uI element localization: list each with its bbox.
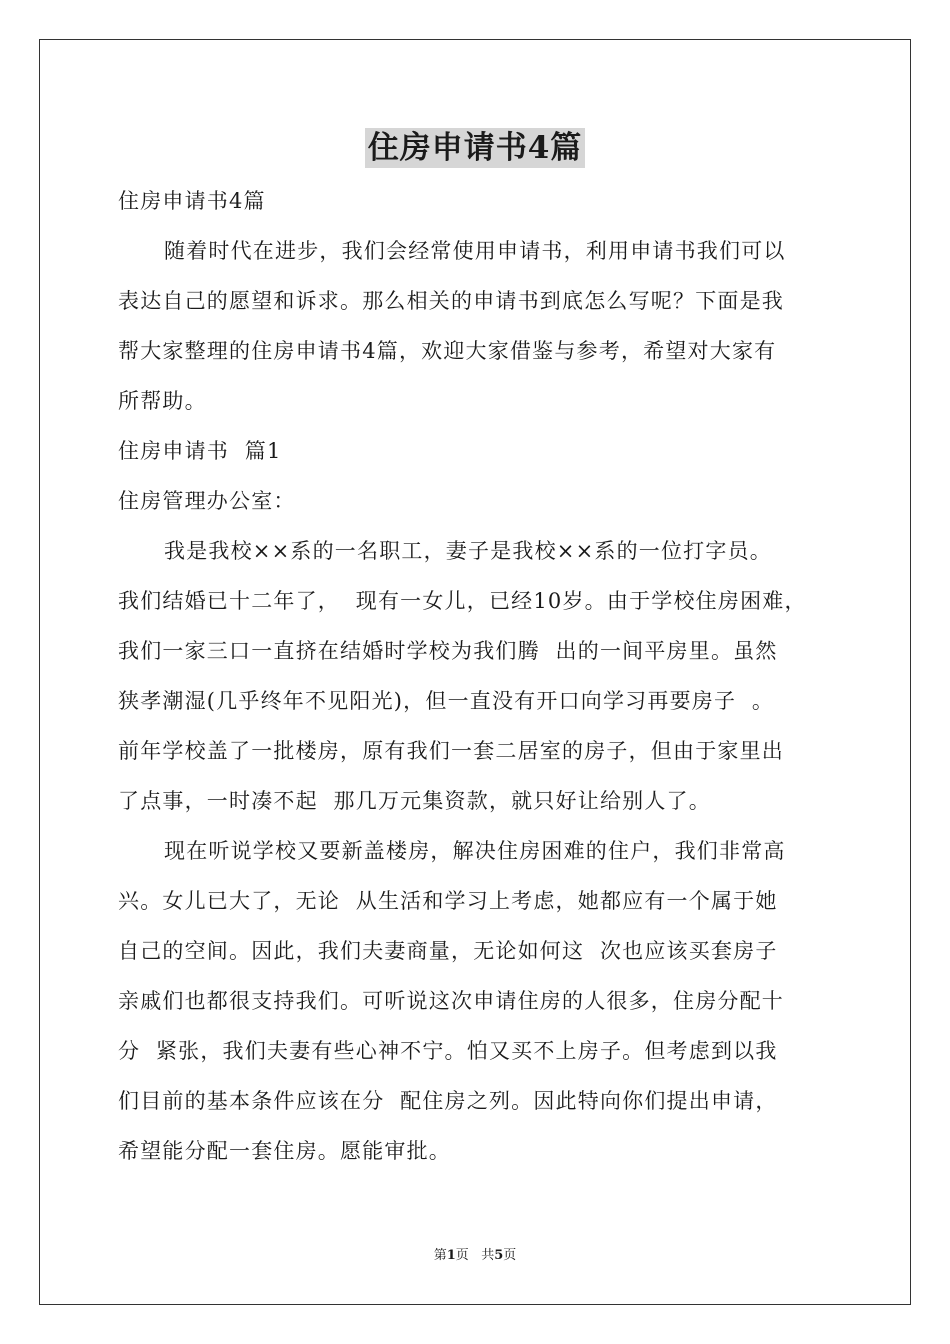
text-line: 住房管理办公室： [118,489,296,513]
text-line: 我们一家三口一直挤在结婚时学校为我们腾 出的一间平房里。虽然 [118,639,778,663]
text-line: 帮大家整理的住房申请书4篇，欢迎大家借鉴与参考，希望对大家有 [118,339,777,363]
text-line: 住房申请书 篇1 [118,439,282,463]
footer-total-prefix: 共 [481,1248,495,1263]
footer-total-suffix: 页 [503,1248,517,1263]
footer-total-pages: 5 [494,1248,504,1263]
title-container [0,128,950,168]
footer-page-number: 1 [446,1248,456,1263]
text-line: 随着时代在进步，我们会经常使用申请书，利用申请书我们可以 [164,239,786,263]
footer-page-suffix: 页 [455,1248,469,1263]
text-line: 表达自己的愿望和诉求。那么相关的申请书到底怎么写呢？下面是我 [118,289,784,313]
text-line: 分 紧张，我们夫妻有些心神不宁。怕又买不上房子。但考虑到以我 [118,1039,778,1063]
text-line: 亲戚们也都很支持我们。可听说这次申请住房的人很多，住房分配十 [118,989,784,1013]
text-line: 狭孝潮湿(几乎终年不见阳光)，但一直没有开口向学习再要房子 。 [118,689,775,713]
text-line: 了点事，一时凑不起 那几万元集资款，就只好让给别人了。 [118,789,711,813]
text-line: 们目前的基本条件应该在分 配住房之列。因此特向你们提出申请， [118,1089,778,1113]
page-footer [0,1247,950,1265]
text-line: 自己的空间。因此，我们夫妻商量，无论如何这 次也应该买套房子 [118,939,778,963]
text-line: 兴。女儿已大了，无论 从生活和学习上考虑，她都应有一个属于她 [118,889,778,913]
text-line: 我是我校××系的一名职工，妻子是我校××系的一位打字员。 [164,539,772,563]
text-line: 所帮助。 [118,389,207,413]
text-line: 前年学校盖了一批楼房，原有我们一套二居室的房子，但由于家里出 [118,739,784,763]
document-body [118,176,838,1176]
text-line: 我们结婚已十二年了， 现有一女儿，已经10岁。由于学校住房困难， [118,589,807,613]
document-title: 住房申请书4篇 [365,128,586,168]
text-line: 希望能分配一套住房。愿能审批。 [118,1139,451,1163]
footer-page-prefix: 第 [433,1248,447,1263]
text-line: 住房申请书4篇 [118,189,266,213]
text-line: 现在听说学校又要新盖楼房，解决住房困难的住户，我们非常高 [164,839,786,863]
